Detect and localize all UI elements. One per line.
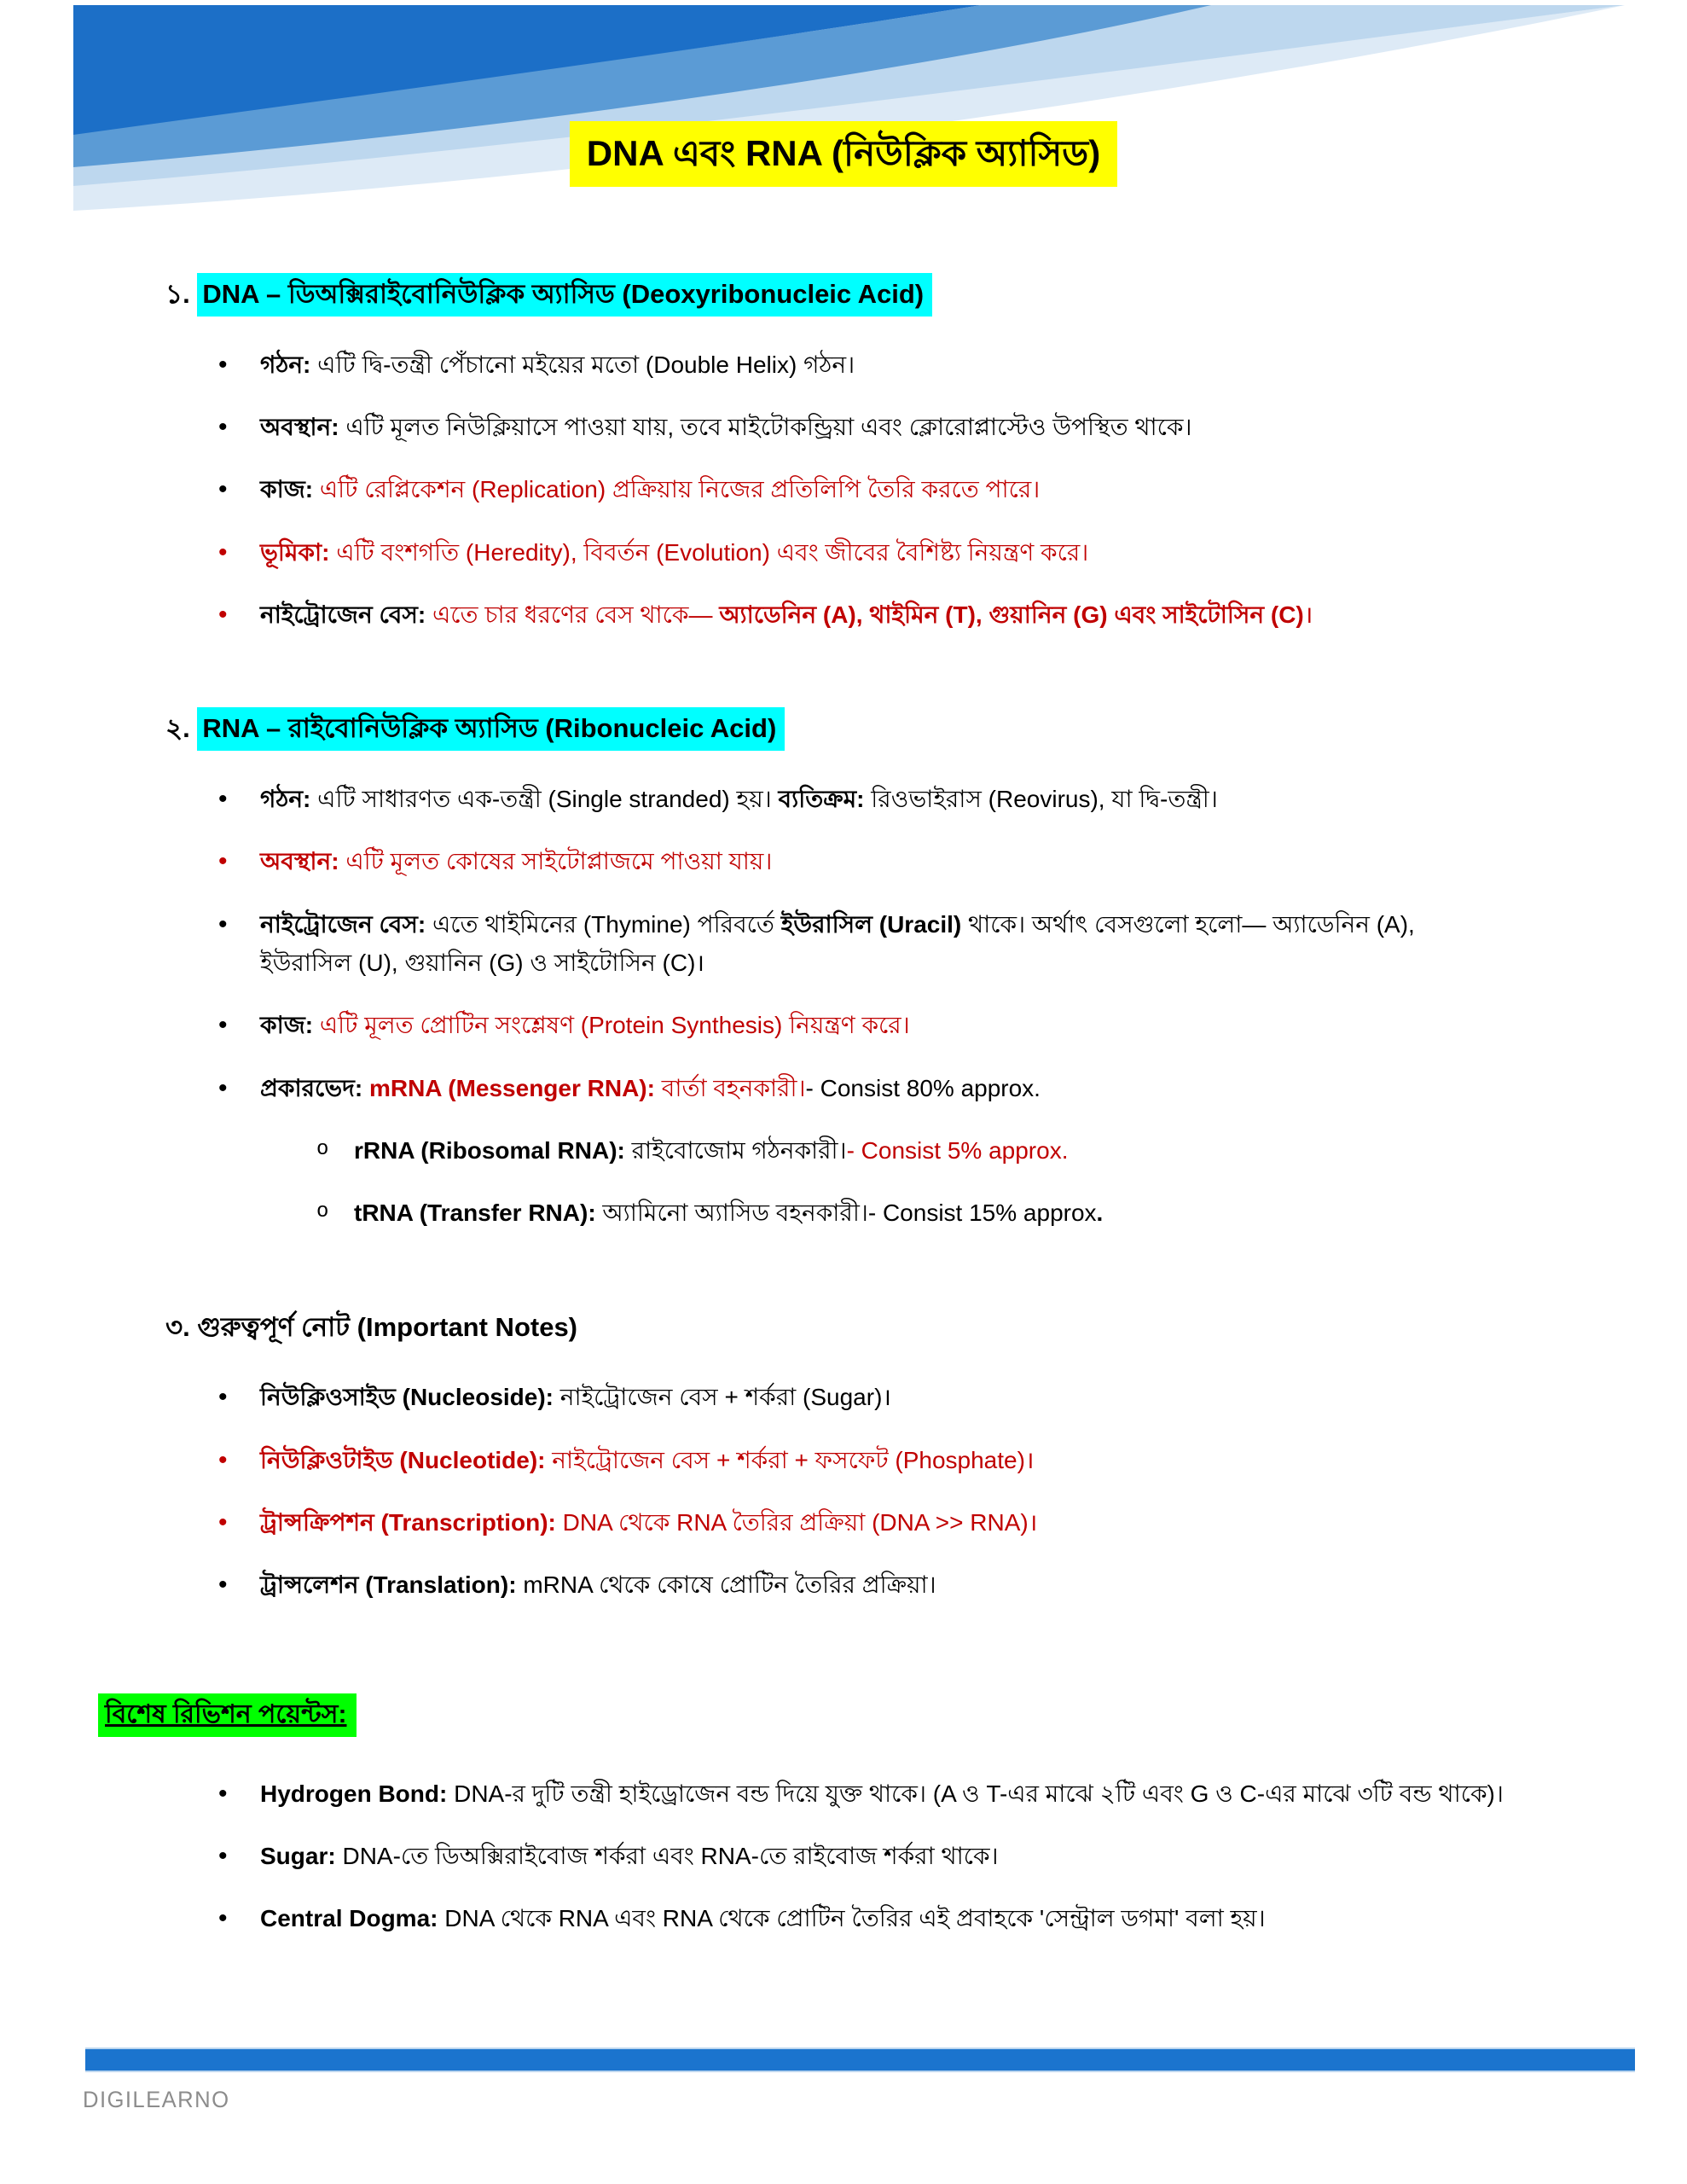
text-segment: mRNA থেকে কোষে প্রোটিন তৈরির প্রক্রিয়া। [523,1571,936,1599]
text-segment: নিউক্লিওটাইড (Nucleotide): [260,1446,553,1473]
bullet-text [260,1565,1512,1604]
text-segment: অ্যামিনো অ্যাসিড বহনকারী।- Consist 15% approx [602,1199,1097,1227]
text-segment: ৩. গুরুত্বপূর্ণ নোট (Important Notes) [165,1311,578,1342]
bullet-item [0,346,1687,384]
bullet-item [0,1006,1687,1044]
sub-bullet-item [0,1131,1687,1170]
text-segment: এটি সাধারণত এক-তন্ত্রী (Single stranded) হয়। [317,785,779,812]
text-segment: বিশেষ রিভিশন পয়েন্টস: [98,1693,357,1737]
page-title [0,121,1687,187]
text-segment: নাইট্রোজেন বেস: [260,910,432,938]
text-segment: অবস্থান: [260,413,346,440]
document-content [0,275,1687,1962]
text-segment: এটি বংশগতি (Heredity), বিবর্তন (Evolution) এবং জীবের বৈশিষ্ট্য নিয়ন্ত্রণ করে। [336,538,1089,566]
dot-bullet-marker: • [218,847,228,876]
text-segment: এটি রেপ্লিকেশন (Replication) প্রক্রিয়ায় নিজের প্রতিলিপি তৈরি করতে পারে। [319,476,1041,503]
bullet-text [260,842,1512,880]
bullet-text [354,1194,1512,1232]
text-segment: Hydrogen Bond: [260,1780,455,1807]
text-segment: প্রকারভেদ: [260,1074,369,1101]
header-swoosh-graphic [0,0,1687,222]
bullet-text [354,1131,1512,1170]
text-segment: এতে চার ধরণের বেস থাকে— [432,601,720,628]
bullet-item [0,1899,1687,1937]
text-segment: রিওভাইরাস (Reovirus), যা দ্বি-তন্ত্রী। [871,785,1218,812]
text-segment: ট্রান্সক্রিপশন (Transcription): [260,1508,563,1536]
footer-brand: DIGILEARNO [83,2087,230,2112]
page-title-highlight: DNA এবং RNA (নিউক্লিক অ্যাসিড) [570,121,1117,187]
text-segment: কাজ: [260,476,320,503]
dot-bullet-marker: • [218,1073,228,1102]
text-segment: নাইট্রোজেন বেস + শর্করা (Sugar)। [559,1384,892,1411]
text-segment: mRNA (Messenger RNA): [368,1074,662,1101]
dot-bullet-marker: • [218,1571,228,1600]
text-segment: । [1303,601,1313,628]
text-segment: ব্যতিক্রম: [778,785,872,812]
dot-bullet-marker: • [218,1011,228,1040]
bullet-text [260,1441,1512,1479]
text-segment: - Consist 5% approx. [846,1136,1069,1164]
text-segment: নাইট্রোজেন বেস + শর্করা + ফসফেট (Phosphate)। [552,1446,1035,1473]
text-segment: DNA-তে ডিঅক্সিরাইবোজ শর্করা এবং RNA-তে রাইবোজ শর্করা থাকে। [342,1842,999,1869]
revision-points-heading [0,1693,1687,1737]
bullet-text [260,780,1512,818]
text-segment: থাকে। অর্থাৎ বেসগুলো হলো— অ্যাডেনিন (A), ইউরাসিল (U), গুয়ানিন (G) ও সাইটোসিন (C)। [260,910,1415,976]
bullet-text [260,346,1512,384]
dot-bullet-marker: • [218,1779,228,1808]
text-segment: এটি মূলত প্রোটিন সংশ্লেষণ (Protein Synthesis) নিয়ন্ত্রণ করে। [319,1012,910,1039]
circle-bullet-marker: o [316,1200,329,1224]
bullet-text [260,1899,1512,1937]
dot-bullet-marker: • [218,350,228,379]
text-segment: বার্তা বহনকারী। [661,1074,806,1101]
bullet-text [260,408,1512,446]
bullet-text [260,1774,1512,1813]
bullet-text [260,1503,1512,1542]
text-segment: Sugar: [260,1842,343,1869]
bullet-text [260,905,1512,983]
dot-bullet-marker: • [218,784,228,813]
bullet-item [0,1503,1687,1542]
text-segment: অ্যাডেনিন (A), থাইমিন (T), গুয়ানিন (G) এবং সাইটোসিন (C) [719,601,1304,628]
bullet-item [0,905,1687,983]
text-segment: গঠন: [260,351,318,378]
bullet-text [260,1006,1512,1044]
bullet-item [0,1378,1687,1416]
dot-bullet-marker: • [218,475,228,504]
text-segment: tRNA (Transfer RNA): [354,1199,603,1227]
text-segment: DNA থেকে RNA তৈরির প্রক্রিয়া (DNA >> RNA)। [562,1508,1038,1536]
dot-bullet-marker: • [218,909,228,938]
bullet-item [0,1565,1687,1604]
text-segment: DNA থেকে RNA এবং RNA থেকে প্রোটিন তৈরির এই প্রবাহকে 'সেন্ট্রাল ডগমা' বলা হয়। [444,1905,1266,1932]
dot-bullet-marker: • [218,1445,228,1474]
text-segment: . [1096,1199,1104,1227]
section-heading-rna [0,709,1687,749]
bullet-text [260,470,1512,508]
text-segment: DNA – ডিঅক্সিরাইবোনিউক্লিক অ্যাসিড (Deoxyribonucleic Acid) [197,273,932,317]
bullet-text [260,595,1512,634]
section-heading-notes [0,1308,1687,1348]
text-segment: Central Dogma: [260,1905,445,1932]
text-segment: এটি দ্বি-তন্ত্রী পেঁচানো মইয়ের মতো (Double Helix) গঠন। [317,351,855,378]
text-segment: ভূমিকা: [260,538,337,566]
bullet-text [260,1837,1512,1875]
dot-bullet-marker: • [218,412,228,441]
text-segment: গঠন: [260,785,318,812]
section-heading-dna [0,275,1687,315]
dot-bullet-marker: • [218,600,228,629]
dot-bullet-marker: • [218,1841,228,1870]
bullet-item [0,470,1687,508]
bullet-item [0,595,1687,634]
text-segment: rRNA (Ribosomal RNA): [354,1136,632,1164]
bullet-text [260,533,1512,572]
text-segment: এটি মূলত কোষের সাইটোপ্লাজমে পাওয়া যায়। [345,848,773,875]
text-segment: এতে থাইমিনের (Thymine) পরিবর্তে [432,910,781,938]
bullet-text [260,1378,1512,1416]
text-segment: ১. [165,279,198,309]
text-segment: - Consist 80% approx. [805,1074,1041,1101]
bullet-item [0,408,1687,446]
bullet-item [0,1774,1687,1813]
dot-bullet-marker: • [218,537,228,566]
bullet-item [0,533,1687,572]
text-segment: ট্রান্সলেশন (Translation): [260,1571,524,1599]
text-segment: নিউক্লিওসাইড (Nucleoside): [260,1384,560,1411]
dot-bullet-marker: • [218,1507,228,1536]
text-segment: DNA-র দুটি তন্ত্রী হাইড্রোজেন বন্ড দিয়ে যুক্ত থাকে। (A ও T-এর মাঝে ২টি এবং G ও C-এর মাঝে ৩টি বন্ড থাকে)। [454,1780,1504,1807]
text-segment: ইউরাসিল (Uracil) [780,910,962,938]
text-segment: ২. [165,713,198,744]
bullet-item [0,1441,1687,1479]
text-segment: অবস্থান: [260,848,346,875]
bullet-item [0,780,1687,818]
text-segment: RNA – রাইবোনিউক্লিক অ্যাসিড (Ribonucleic Acid) [197,707,785,751]
text-segment: এটি মূলত নিউক্লিয়াসে পাওয়া যায়, তবে মাইটোকন্ড্রিয়া এবং ক্লোরোপ্লাস্টেও উপস্থিত থাকে। [345,413,1192,440]
footer-bar [85,2048,1635,2072]
dot-bullet-marker: • [218,1383,228,1412]
dot-bullet-marker: • [218,1904,228,1933]
bullet-item [0,1837,1687,1875]
bullet-item [0,842,1687,880]
circle-bullet-marker: o [316,1137,329,1161]
text-segment: কাজ: [260,1012,320,1039]
text-segment: নাইট্রোজেন বেস: [260,601,432,628]
text-segment: রাইবোজোম গঠনকারী। [631,1136,847,1164]
bullet-item [0,1069,1687,1107]
bullet-text [260,1069,1512,1107]
sub-bullet-item [0,1194,1687,1232]
